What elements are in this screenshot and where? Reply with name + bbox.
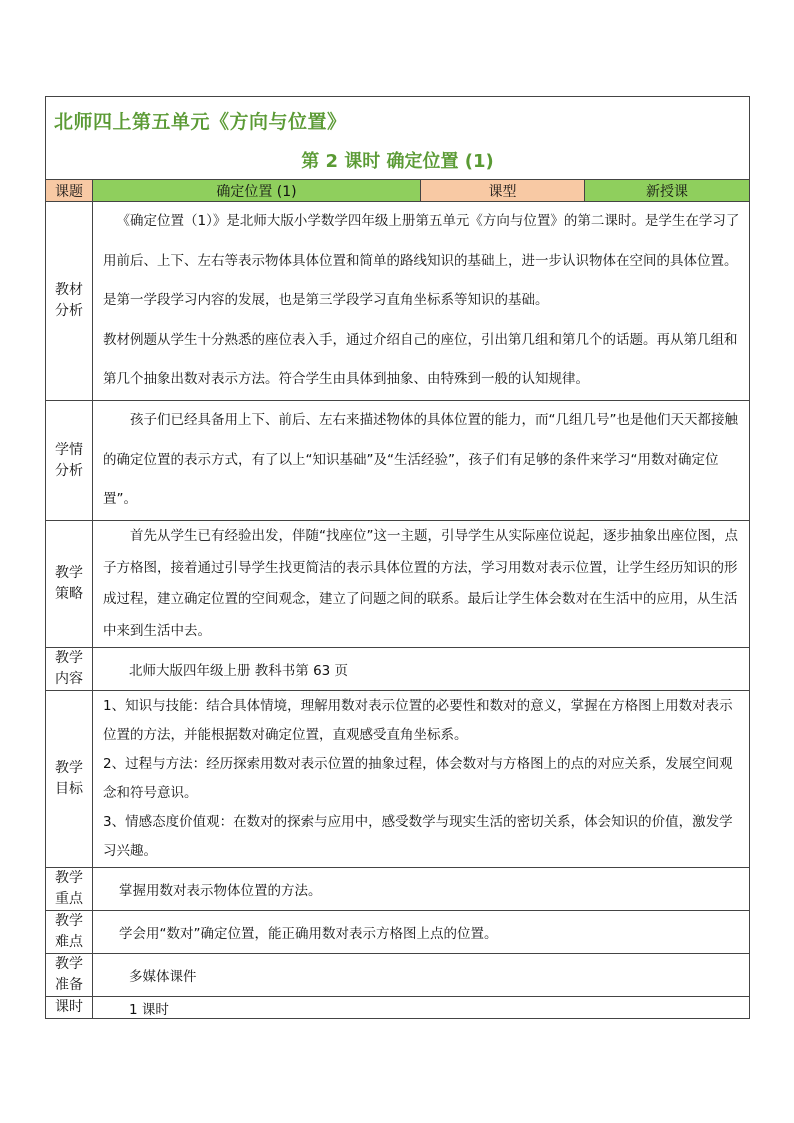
textbook-analysis-content bbox=[93, 202, 750, 401]
strategy-content bbox=[93, 521, 750, 648]
label-line: 分析 bbox=[55, 462, 83, 479]
paragraph: 孩子们已经具备用上下、前后、左右来描述物体的具体位置的能力，而“几组几号”也是他们天天都接触的确定位置的表示方式，有了以上“知识基础”及“生活经验”，孩子们有足够的条件来学习“用数对确定位置”。 bbox=[103, 412, 738, 508]
lesson-plan-document bbox=[45, 96, 749, 1019]
label-line: 目标 bbox=[55, 781, 83, 797]
paragraph: 教材例题从学生十分熟悉的座位表入手，通过介绍自己的座位，引出第几组和第几个的话题。再从第几组和第几个抽象出数对表示方法。符合学生由具体到抽象、由特殊到一般的认知规律。 bbox=[103, 331, 738, 388]
strategy-row bbox=[46, 521, 750, 648]
objective-item: 1、知识与技能：结合具体情境，理解用数对表示位置的必要性和数对的意义，掌握在方格图上用数对表示位置的方法，并能根据数对确定位置，直观感受直角坐标系。 bbox=[103, 698, 733, 743]
difficulty-label bbox=[46, 911, 93, 954]
period-value bbox=[93, 997, 750, 1019]
label-line: 准备 bbox=[55, 977, 83, 993]
info-row bbox=[46, 180, 750, 202]
lesson-plan-table bbox=[45, 96, 750, 1019]
title-row bbox=[46, 97, 750, 180]
period-label: 课时 bbox=[46, 997, 93, 1019]
paragraph: 1 课时 bbox=[129, 1001, 169, 1018]
label-line: 教学 bbox=[55, 650, 83, 666]
label-line: 分析 bbox=[55, 303, 83, 319]
topic-value: 确定位置 (1) bbox=[93, 180, 421, 202]
topic-label: 课题 bbox=[46, 180, 93, 202]
content-label bbox=[46, 648, 93, 691]
series-title: 北师四上第五单元《方向与位置》 bbox=[54, 111, 347, 133]
label-line: 教学 bbox=[55, 870, 83, 886]
label-line: 内容 bbox=[55, 671, 83, 687]
label-line: 难点 bbox=[55, 934, 83, 950]
lesson-title: 第 2 课时 确定位置 (1) bbox=[301, 151, 494, 172]
label-line: 重点 bbox=[55, 891, 83, 907]
content-row bbox=[46, 648, 750, 691]
paragraph: 掌握用数对表示物体位置的方法。 bbox=[119, 883, 322, 899]
student-analysis-label bbox=[46, 401, 93, 521]
label-line: 学情 bbox=[55, 441, 83, 458]
objectives-row bbox=[46, 691, 750, 868]
content-value bbox=[93, 648, 750, 691]
title-cell bbox=[46, 97, 750, 180]
paragraph: 首先从学生已有经验出发，伴随“找座位”这一主题，引导学生从实际座位说起，逐步抽象出座位图，点子方格图，接着通过引导学生找更简洁的表示具体位置的方法，学习用数对表示位置，让学生经历知识的形成过程，建立确定位置的空间观念，建立了问题之间的联系。最后让学生体会数对在生活中的应用，从生活中来到生活中去。 bbox=[103, 528, 738, 639]
type-value: 新授课 bbox=[585, 180, 750, 202]
paragraph: 《确定位置（1）》是北师大版小学数学四年级上册第五单元《方向与位置》的第二课时。是学生在学习了用前后、上下、左右等表示物体具体位置和简单的路线知识的基础上，进一步认识物体在空间的具体位置。是第一学段学习内容的发展，也是第三学段学习直角坐标系等知识的基础。 bbox=[103, 213, 740, 309]
label-line: 教学 bbox=[55, 913, 83, 929]
strategy-label bbox=[46, 521, 93, 648]
difficulty-row bbox=[46, 911, 750, 954]
key-point-value bbox=[93, 868, 750, 911]
label-line: 教学 bbox=[55, 565, 83, 581]
textbook-analysis-label bbox=[46, 202, 93, 401]
preparation-row bbox=[46, 954, 750, 997]
paragraph: 学会用“数对”确定位置，能正确用数对表示方格图上点的位置。 bbox=[119, 926, 498, 942]
paragraph: 北师大版四年级上册 教科书第 63 页 bbox=[129, 663, 349, 679]
key-point-label bbox=[46, 868, 93, 911]
student-analysis-content bbox=[93, 401, 750, 521]
label-line: 教材 bbox=[55, 282, 83, 298]
key-point-row bbox=[46, 868, 750, 911]
period-row bbox=[46, 997, 750, 1019]
objectives-content bbox=[93, 691, 750, 868]
preparation-value bbox=[93, 954, 750, 997]
preparation-label bbox=[46, 954, 93, 997]
label-line: 策略 bbox=[55, 586, 83, 602]
textbook-analysis-row bbox=[46, 202, 750, 401]
label-line: 教学 bbox=[55, 760, 83, 776]
difficulty-value bbox=[93, 911, 750, 954]
label-line: 教学 bbox=[55, 956, 83, 972]
objective-item: 2、过程与方法：经历探索用数对表示位置的抽象过程，体会数对与方格图上的点的对应关系，发展空间观念和符号意识。 bbox=[103, 756, 733, 801]
objective-item: 3、情感态度价值观：在数对的探索与应用中，感受数学与现实生活的密切关系，体会知识的价值，激发学习兴趣。 bbox=[103, 814, 733, 859]
paragraph: 多媒体课件 bbox=[129, 969, 197, 985]
type-label: 课型 bbox=[421, 180, 585, 202]
objectives-label bbox=[46, 691, 93, 868]
student-analysis-row bbox=[46, 401, 750, 521]
